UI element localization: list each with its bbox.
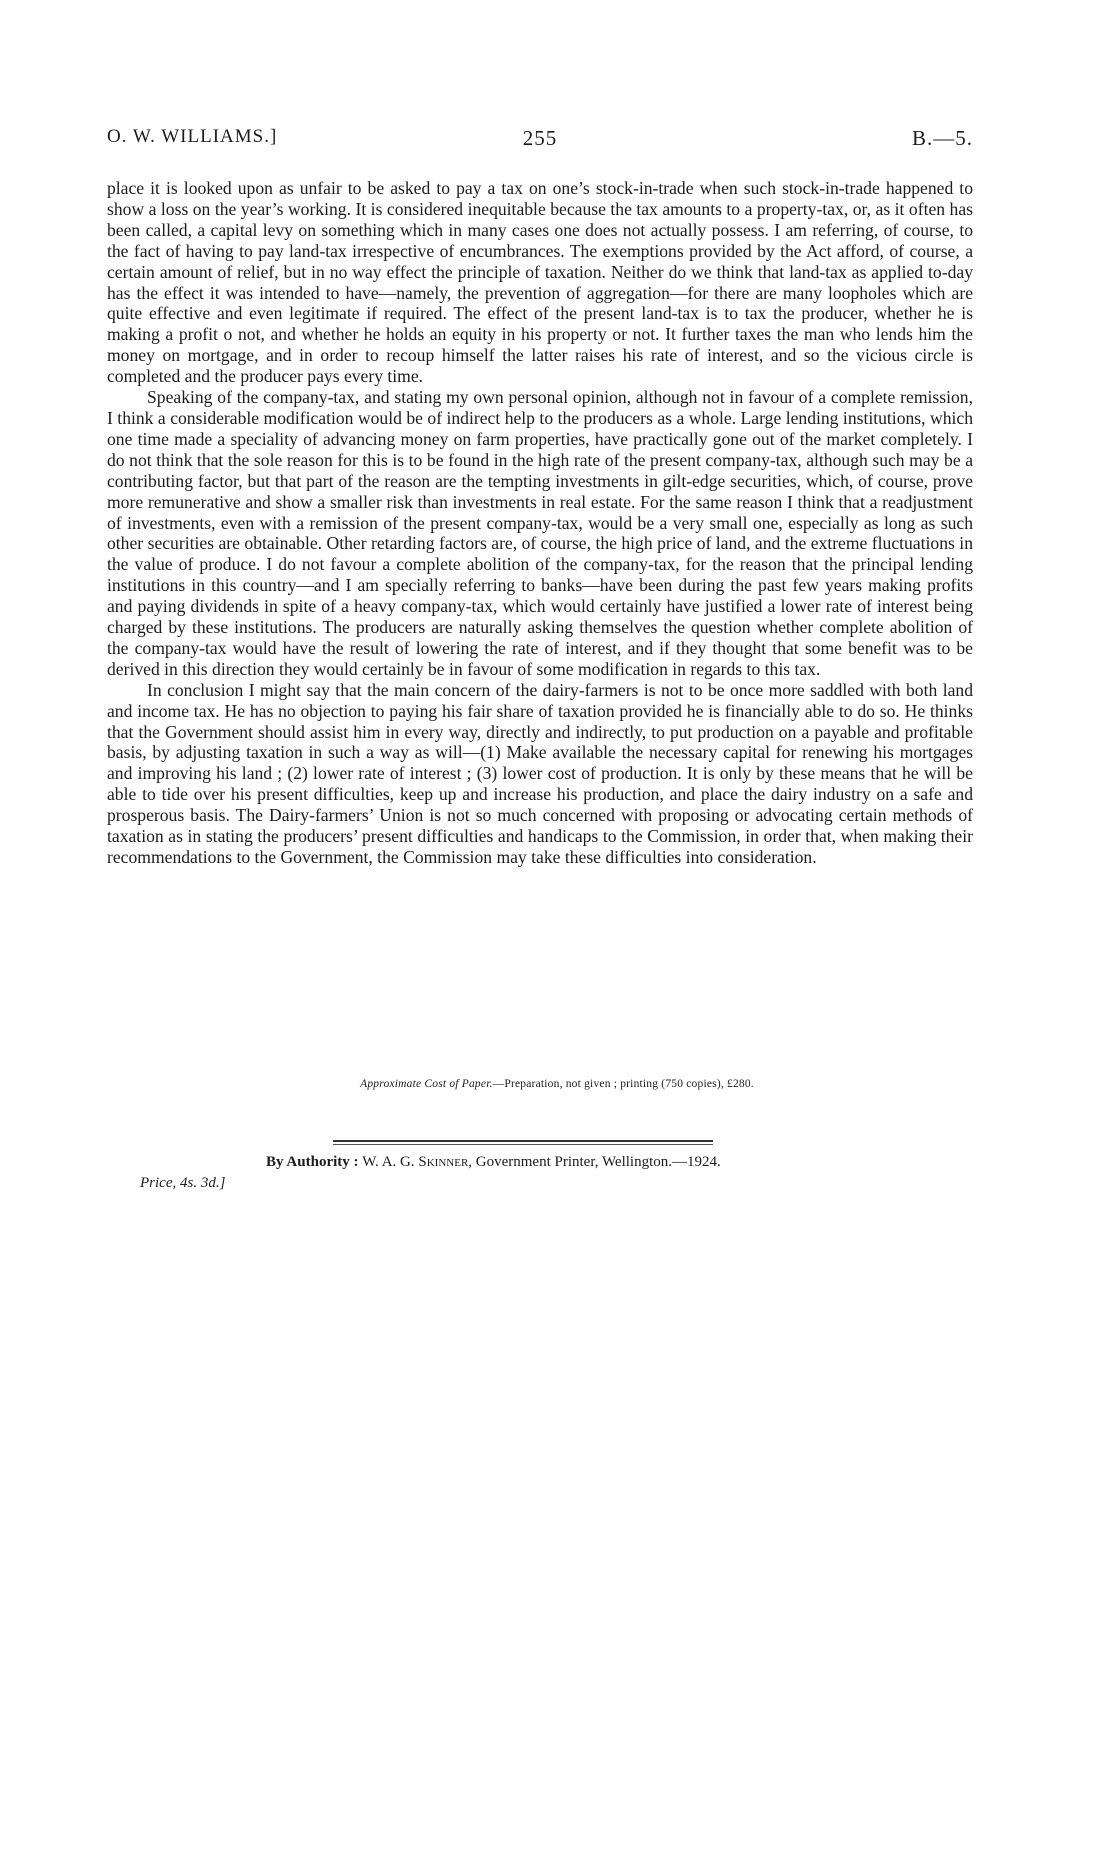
document-reference: B.—5. xyxy=(911,126,973,150)
cost-of-paper-note xyxy=(0,1078,1114,1090)
cost-note-text: —Preparation, not given ; printing (750 copies), £280. xyxy=(492,1078,754,1090)
paragraph-conclusion: In conclusion I might say that the main concern of the dairy-farmers is not to be once more saddled with both land and income tax. He has no objection to paying his fair share of taxation provided he is financially able to do so. He thinks that the Government should assist him in every way, directly and indirectly, to put production on a payable and profitable basis, by adjusting taxation in such a way as will—(1) Make available the necessary capital for renewing his mortgages and improving his land ; (2) lower rate of interest ; (3) lower cost of production. It is only by these means that he will be able to tide over his present difficulties, keep up and increase his production, and place the dairy industry on a safe and prosperous basis. The Dairy-farmers’ Union is not so much concerned with proposing or advocating certain methods of taxation as in stating the producers’ present difficulties and handicaps to the Commission, in order that, when making their recommendations to the Government, the Commission may take these difficulties into consideration. xyxy=(107,679,973,867)
paragraph-company-tax: Speaking of the company-tax, and stating my own personal opinion, although not in favour of a complete remission, I think a considerable modification would be of indirect help to the producers as a whole. Large lending institutions, which one time made a speciality of advancing money on farm properties, have practically gone out of the market completely. I do not think that the sole reason for this is to be found in the high rate of the present company-tax, although such may be a contributing factor, but that part of the reason are the tempting investments in gilt-edge securities, which, of course, prove more remunerative and show a smaller risk than investments in real estate. For the same reason I think that a readjustment of investments, even with a remission of the present company-tax, would be a very small one, especially as long as such other securities are obtainable. Other retarding factors are, of course, the high price of land, and the extreme fluctuations in the value of produce. I do not favour a complete abolition of the company-tax, for the reason that the principal lending institutions in this country—and I am specially referring to banks—have been during the past few years making profits and paying dividends in spite of a heavy company-tax, which would certainly have justified a lower rate of interest being charged by these institutions. The producers are naturally asking themselves the question whether complete abolition of the company-tax would have the result of lowering the rate of interest, and if they thought that some benefit was to be derived in this direction they would certainly be in favour of some modification in regards to this tax. xyxy=(107,387,973,679)
printer-details: Government Printer, Wellington.—1924. xyxy=(472,1154,721,1170)
header-speaker: O. W. WILLIAMS.] xyxy=(107,126,278,147)
printer-imprint xyxy=(266,1154,721,1171)
body-text xyxy=(107,178,973,868)
imprint-rule-secondary xyxy=(333,1144,713,1145)
page-number: 255 xyxy=(522,126,558,150)
printer-name: W. A. G. Skinner, xyxy=(362,1154,473,1170)
running-header xyxy=(107,126,973,154)
by-authority-label: By Authority : xyxy=(266,1154,359,1170)
imprint-rule xyxy=(333,1140,713,1142)
paragraph-land-tax: place it is looked upon as unfair to be asked to pay a tax on one’s stock-in-trade when such stock-in-trade happened to show a loss on the year’s working. It is considered inequitable because the tax amounts to a property-tax, or, as it often has been called, a capital levy on something which in many cases one does not actually possess. I am referring, of course, to the fact of having to pay land-tax irrespective of encumbrances. The exemptions provided by the Act afford, of course, a certain amount of relief, but in no way effect the principle of taxation. Neither do we think that land-tax as applied to-day has the effect it was intended to have—namely, the prevention of aggregation—for there are many loopholes which are quite effective and even legitimate if required. The effect of the present land-tax is to tax the producer, whether he is making a profit o not, and whether he holds an equity in his property or not. It further taxes the man who lends him the money on mortgage, and in order to recoup himself the latter raises his rate of interest, and so the vicious circle is completed and the producer pays every time. xyxy=(107,178,973,387)
cost-note-label: Approximate Cost of Paper. xyxy=(360,1078,493,1090)
price-note: Price, 4s. 3d.] xyxy=(140,1175,226,1191)
